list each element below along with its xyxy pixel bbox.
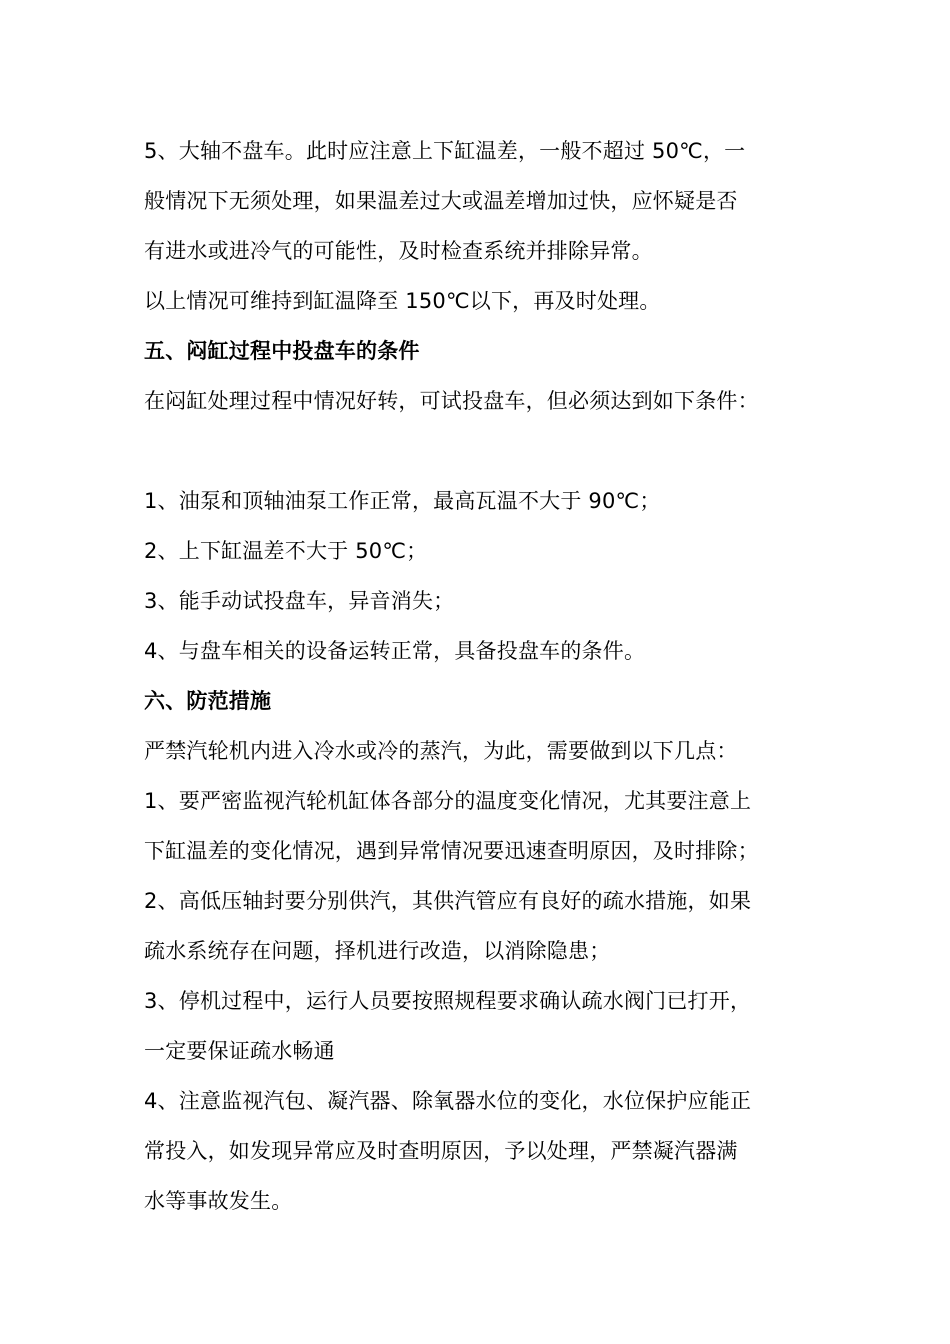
blank-line [144,426,816,476]
list-item-continuation: 一定要保证疏水畅通 [144,1039,335,1063]
document-body [144,126,816,1226]
list-item: 2、上下缸温差不大于 50℃； [144,539,428,563]
paragraph-line: 严禁汽轮机内进入冷水或冷的蒸汽，为此，需要做到以下几点： [144,739,738,763]
section-heading: 五、闷缸过程中投盘车的条件 [144,339,420,363]
list-item: 4、与盘车相关的设备运转正常，具备投盘车的条件。 [144,639,646,663]
list-item: 1、油泵和顶轴油泵工作正常，最高瓦温不大于 90℃； [144,489,661,513]
paragraph-line: 在闷缸处理过程中情况好转，可试投盘车，但必须达到如下条件： [144,389,759,413]
list-item: 3、能手动试投盘车，异音消失； [144,589,455,613]
list-item-continuation: 疏水系统存在问题，择机进行改造，以消除隐患； [144,939,611,963]
list-item: 1、要严密监视汽轮机缸体各部分的温度变化情况，尤其要注意上 [144,789,752,813]
paragraph-line: 5、大轴不盘车。此时应注意上下缸温差，一般不超过 50℃，一 [144,139,746,163]
section-heading: 六、防范措施 [144,689,272,713]
paragraph-line: 有进水或进冷气的可能性，及时检查系统并排除异常。 [144,239,653,263]
list-item: 2、高低压轴封要分别供汽，其供汽管应有良好的疏水措施，如果 [144,889,752,913]
list-item-continuation: 下缸温差的变化情况，遇到异常情况要迅速查明原因，及时排除； [144,839,759,863]
list-item: 4、注意监视汽包、凝汽器、除氧器水位的变化，水位保护应能正 [144,1089,752,1113]
list-item-continuation: 水等事故发生。 [144,1189,293,1213]
list-item-continuation: 常投入，如发现异常应及时查明原因，予以处理，严禁凝汽器满 [144,1139,738,1163]
paragraph-line: 般情况下无须处理，如果温差过大或温差增加过快，应怀疑是否 [144,189,738,213]
list-item: 3、停机过程中，运行人员要按照规程要求确认疏水阀门已打开， [144,989,752,1013]
paragraph-line: 以上情况可维持到缸温降至 150℃以下，再及时处理。 [144,289,661,313]
